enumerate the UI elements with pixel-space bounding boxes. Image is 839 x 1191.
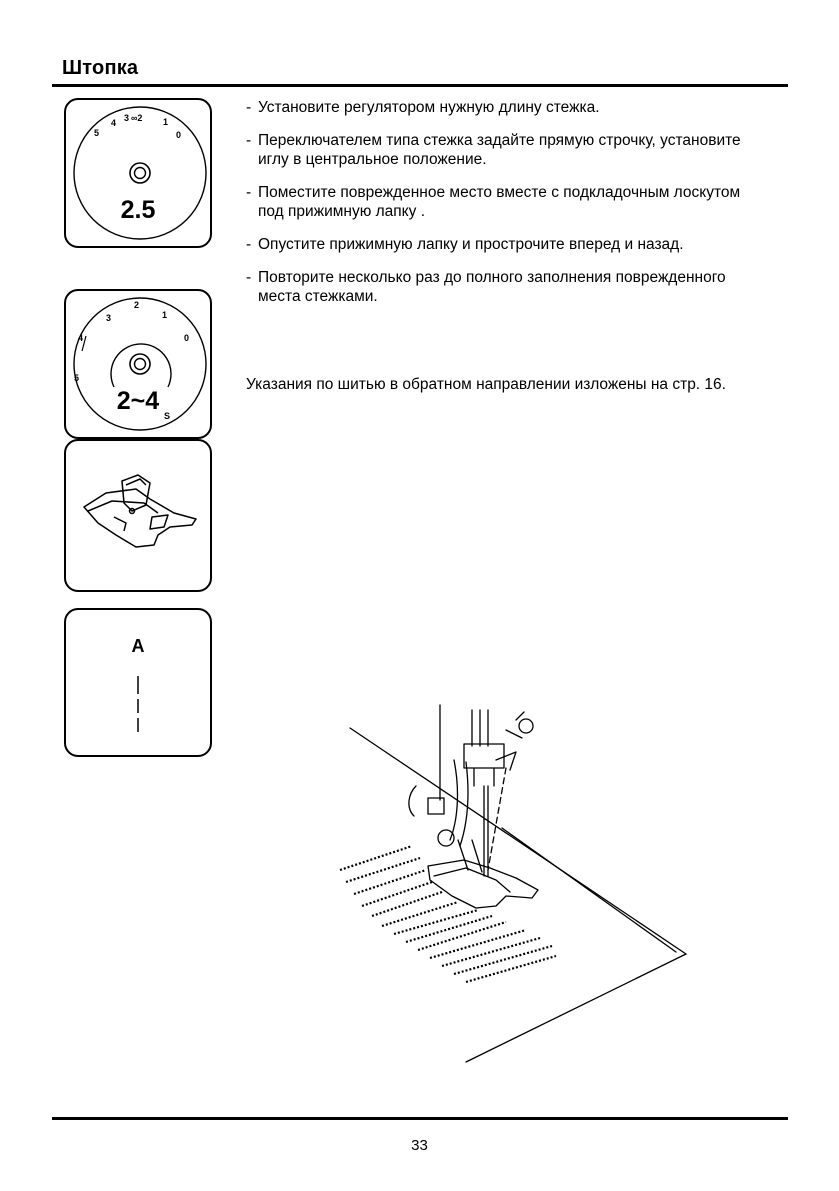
zigzag-presser-foot-icon (66, 441, 210, 590)
stitch-pattern-letter: A (131, 636, 145, 656)
instruction-list (246, 98, 806, 320)
header-divider (52, 84, 788, 87)
instruction-item: - Поместите поврежденное место вместе с подкладочным лоскутом под прижимную лапку . (246, 183, 758, 221)
presser-foot-card (64, 439, 212, 592)
straight-stitch-line-icon (66, 610, 210, 755)
page-number: 33 (411, 1137, 428, 1154)
dial-label: 3 (124, 113, 130, 123)
page-title: Штопка (62, 57, 139, 79)
darning-illustration (320, 690, 700, 1070)
stitch-width-card (64, 289, 212, 439)
dial-label: 0 (184, 333, 190, 343)
dial-label: 5 (74, 373, 80, 383)
dial-label: ∞2 (131, 113, 143, 123)
footer-divider (52, 1117, 788, 1120)
stitch-width-value: 2~4 (116, 387, 160, 415)
stitch-length-card (64, 98, 212, 248)
dial-label: 4 (78, 333, 84, 343)
dial-label: 2 (134, 300, 140, 310)
dial-label: S (164, 411, 171, 421)
instruction-item: - Опустите прижимную лапку и прострочите вперед и назад. (246, 235, 806, 254)
dial-label: 3 (106, 313, 112, 323)
stitch-length-value: 2.5 (120, 196, 156, 224)
dial-label: 5 (94, 128, 100, 138)
dial-label: 1 (163, 117, 169, 127)
instruction-item: - Установите регулятором нужную длину стежка. (246, 98, 806, 117)
instruction-item: - Повторите несколько раз до полного заполнения поврежденного места стежками. (246, 268, 728, 306)
instruction-item: - Переключателем типа стежка задайте прямую строчку, установите иглу в центральное положение. (246, 131, 758, 169)
stitch-pattern-card (64, 608, 212, 757)
dial-label: 4 (111, 118, 117, 128)
dial-label: 1 (162, 310, 168, 320)
dial-label: 0 (176, 130, 182, 140)
reverse-sewing-note: Указания по шитью в обратном направлении изложены на стр. 16. (246, 376, 726, 393)
